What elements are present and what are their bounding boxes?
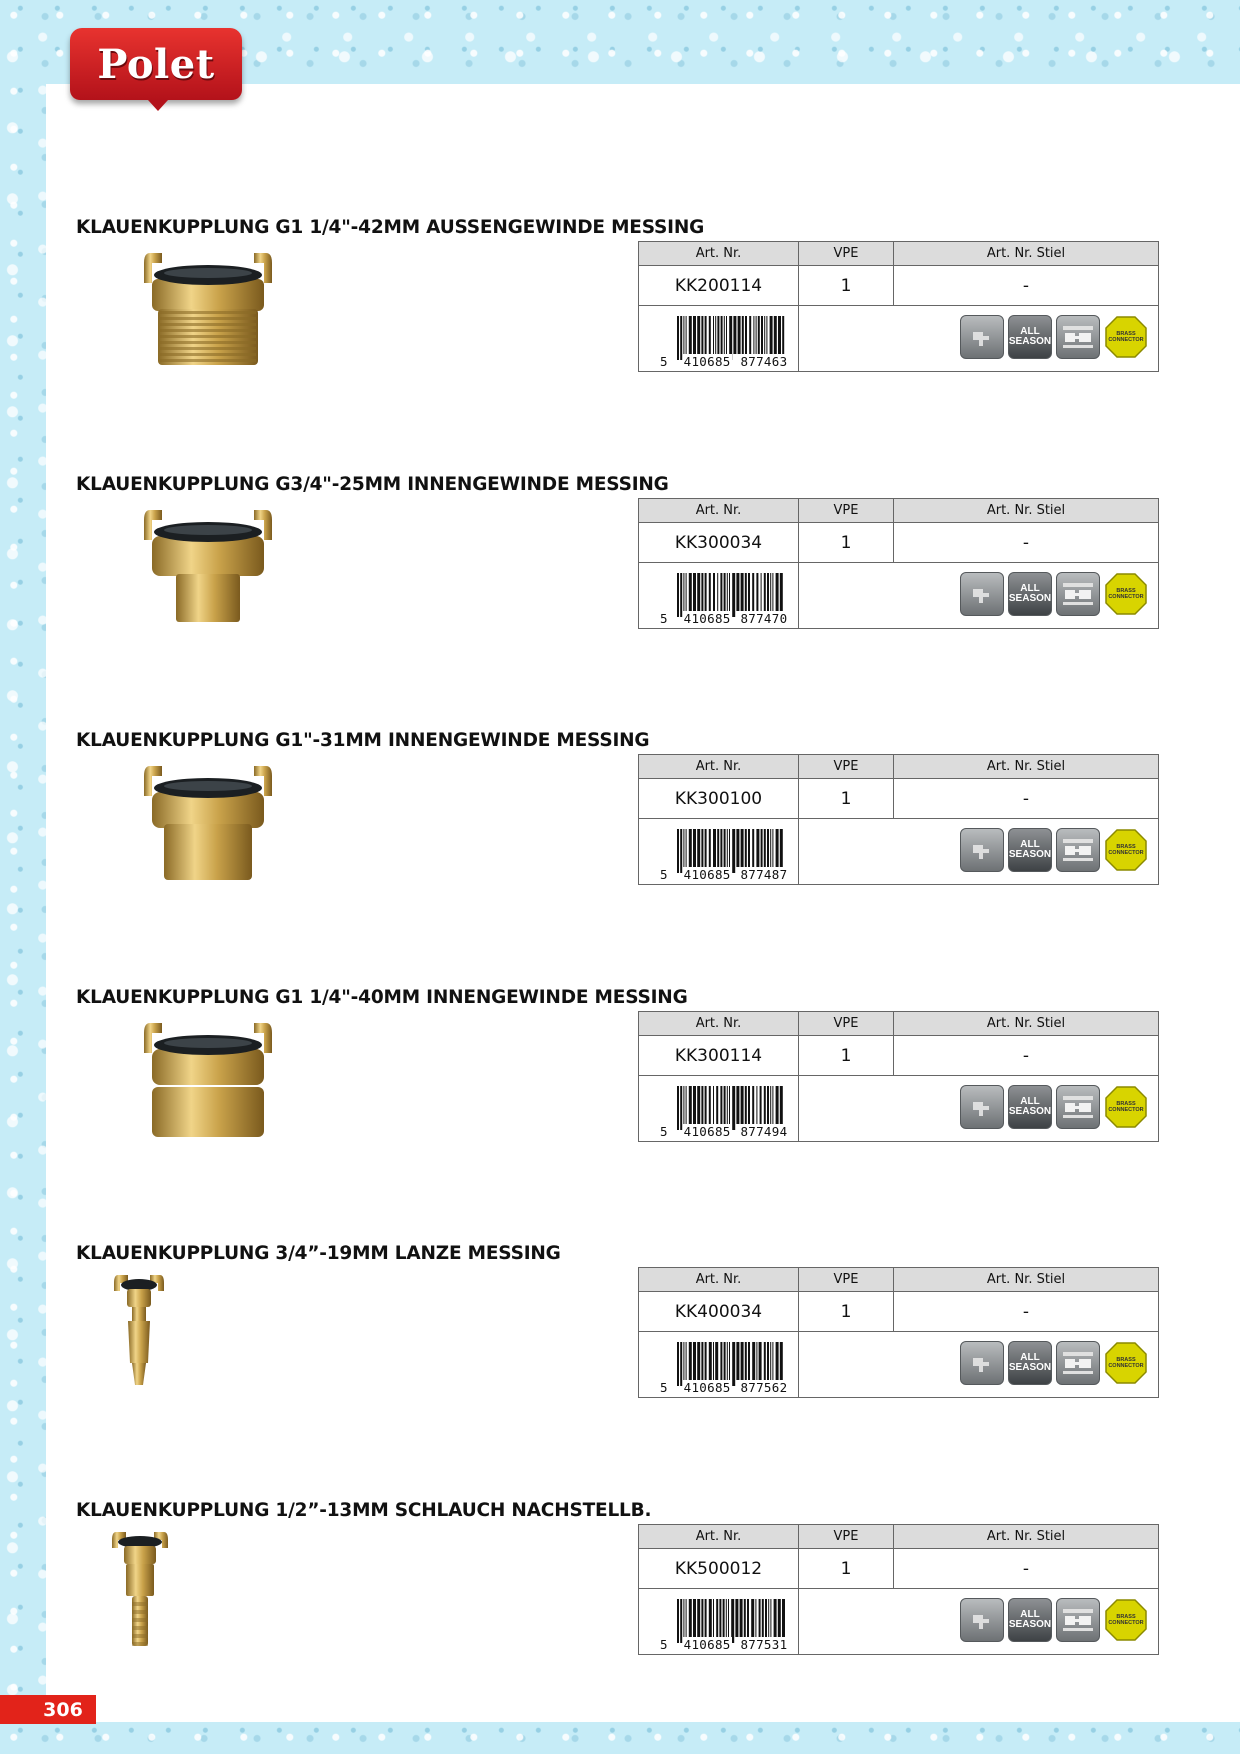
ean-right-group: 877463 (740, 354, 788, 370)
season-line2: SEASON (1008, 593, 1052, 605)
brass-connector-icon (1104, 1085, 1148, 1129)
product-image (108, 243, 308, 373)
art-nr-value: KK500012 (639, 1549, 799, 1589)
vpe-value: 1 (799, 1549, 894, 1589)
ean-right-group: 877531 (740, 1637, 788, 1653)
badge-cell (799, 1589, 1159, 1655)
header-stiel: Art. Nr. Stiel (894, 242, 1159, 266)
barcode-cell (639, 1076, 799, 1142)
season-line2: SEASON (1008, 849, 1052, 861)
ean-barcode (659, 1599, 789, 1651)
product-title: KLAUENKUPPLUNG 1/2”-13MM SCHLAUCH NACHSTELLB. (76, 1500, 652, 1521)
product-image (108, 1269, 308, 1399)
ean-left-group: 410685 (683, 1637, 731, 1653)
brand-logo-text: Polet (97, 40, 215, 88)
spec-table (638, 1524, 1159, 1655)
brass-line1: BRASS (1116, 588, 1136, 595)
art-nr-value: KK400034 (639, 1292, 799, 1332)
header-stiel: Art. Nr. Stiel (894, 499, 1159, 523)
barcode-cell (639, 306, 799, 372)
brass-line1: BRASS (1116, 1357, 1136, 1364)
spec-table-value-row (639, 523, 1159, 563)
product-title: KLAUENKUPPLUNG G1 1/4"-42MM AUSSENGEWINDE MESSING (76, 217, 705, 238)
header-art-nr: Art. Nr. (639, 1268, 799, 1292)
brass-line2: CONNECTOR (1108, 337, 1144, 344)
ean-left-group: 410685 (683, 354, 731, 370)
product-title: KLAUENKUPPLUNG G1 1/4"-40MM INNENGEWINDE MESSING (76, 987, 688, 1008)
feature-badges (960, 1598, 1148, 1644)
header-vpe: VPE (799, 242, 894, 266)
product-block (0, 987, 1240, 1227)
compatible-connector-icon (1056, 1085, 1100, 1129)
ean-first-digit: 5 (660, 867, 668, 883)
all-season-icon (1008, 572, 1052, 616)
season-line1: ALL (1020, 1609, 1040, 1621)
ean-left-group: 410685 (683, 1380, 731, 1396)
ean-first-digit: 5 (660, 611, 668, 627)
ean-first-digit: 5 (660, 1380, 668, 1396)
season-line2: SEASON (1008, 1619, 1052, 1631)
spec-table (638, 1267, 1159, 1398)
ean-right-group: 877562 (740, 1380, 788, 1396)
brass-line1: BRASS (1116, 1614, 1136, 1621)
spec-table-value-row (639, 1292, 1159, 1332)
brass-line2: CONNECTOR (1108, 594, 1144, 601)
spec-table-barcode-row (639, 1332, 1159, 1398)
all-season-icon (1008, 1085, 1052, 1129)
feature-badges (960, 1085, 1148, 1131)
spec-table-barcode-row (639, 563, 1159, 629)
spec-table-barcode-row (639, 1076, 1159, 1142)
spec-table-header-row (639, 755, 1159, 779)
compatible-connector-icon (1056, 1341, 1100, 1385)
header-stiel: Art. Nr. Stiel (894, 1012, 1159, 1036)
brass-connector-icon (1104, 1598, 1148, 1642)
barcode-cell (639, 1332, 799, 1398)
barcode-cell (639, 563, 799, 629)
product-block (0, 217, 1240, 457)
compatible-connector-icon (1056, 828, 1100, 872)
ean-left-group: 410685 (683, 1124, 731, 1140)
vpe-value: 1 (799, 1292, 894, 1332)
spec-table-header-row (639, 1268, 1159, 1292)
badge-cell (799, 563, 1159, 629)
product-image (108, 1013, 308, 1143)
all-season-icon (1008, 315, 1052, 359)
ean-right-group: 877470 (740, 611, 788, 627)
brass-line1: BRASS (1116, 1101, 1136, 1108)
header-art-nr: Art. Nr. (639, 1012, 799, 1036)
header-vpe: VPE (799, 1012, 894, 1036)
barcode-digits (659, 1637, 788, 1652)
brand-logo (70, 28, 242, 100)
barcode-digits (659, 354, 788, 369)
compatible-connector-icon (1056, 572, 1100, 616)
ean-first-digit: 5 (660, 1637, 668, 1653)
ean-barcode (659, 573, 789, 625)
stiel-value: - (894, 1036, 1159, 1076)
season-line1: ALL (1020, 1352, 1040, 1364)
season-line1: ALL (1020, 1096, 1040, 1108)
art-nr-value: KK200114 (639, 266, 799, 306)
barcode-cell (639, 1589, 799, 1655)
stiel-value: - (894, 266, 1159, 306)
brass-line2: CONNECTOR (1108, 1363, 1144, 1370)
header-vpe: VPE (799, 1525, 894, 1549)
ean-first-digit: 5 (660, 354, 668, 370)
spec-table-barcode-row (639, 819, 1159, 885)
brass-line2: CONNECTOR (1108, 1620, 1144, 1627)
ean-barcode (659, 316, 789, 368)
brass-line1: BRASS (1116, 844, 1136, 851)
spec-table-header-row (639, 242, 1159, 266)
brass-line1: BRASS (1116, 331, 1136, 338)
all-season-icon (1008, 1341, 1052, 1385)
all-season-icon (1008, 828, 1052, 872)
feature-badges (960, 315, 1148, 361)
season-line1: ALL (1020, 839, 1040, 851)
season-line1: ALL (1020, 326, 1040, 338)
ean-left-group: 410685 (683, 867, 731, 883)
product-title: KLAUENKUPPLUNG G1"-31MM INNENGEWINDE MESSING (76, 730, 650, 751)
header-stiel: Art. Nr. Stiel (894, 1268, 1159, 1292)
product-block (0, 730, 1240, 970)
stiel-value: - (894, 523, 1159, 563)
product-image (108, 1526, 308, 1656)
product-block (0, 474, 1240, 714)
header-art-nr: Art. Nr. (639, 755, 799, 779)
header-art-nr: Art. Nr. (639, 1525, 799, 1549)
spec-table (638, 498, 1159, 629)
faucet-icon (960, 828, 1004, 872)
compatible-connector-icon (1056, 1598, 1100, 1642)
art-nr-value: KK300114 (639, 1036, 799, 1076)
vpe-value: 1 (799, 266, 894, 306)
spec-table-value-row (639, 1549, 1159, 1589)
ean-first-digit: 5 (660, 1124, 668, 1140)
season-line2: SEASON (1008, 1362, 1052, 1374)
barcode-cell (639, 819, 799, 885)
product-block (0, 1500, 1240, 1740)
spec-table-header-row (639, 499, 1159, 523)
season-line1: ALL (1020, 583, 1040, 595)
feature-badges (960, 828, 1148, 874)
badge-cell (799, 819, 1159, 885)
ean-barcode (659, 1086, 789, 1138)
spec-table-value-row (639, 1036, 1159, 1076)
all-season-icon (1008, 1598, 1052, 1642)
brass-connector-icon (1104, 1341, 1148, 1385)
vpe-value: 1 (799, 1036, 894, 1076)
art-nr-value: KK300100 (639, 779, 799, 819)
brass-connector-icon (1104, 828, 1148, 872)
ean-right-group: 877494 (740, 1124, 788, 1140)
header-stiel: Art. Nr. Stiel (894, 1525, 1159, 1549)
faucet-icon (960, 1085, 1004, 1129)
feature-badges (960, 572, 1148, 618)
spec-table-value-row (639, 779, 1159, 819)
ean-barcode (659, 829, 789, 881)
brass-line2: CONNECTOR (1108, 850, 1144, 857)
barcode-digits (659, 611, 788, 626)
header-vpe: VPE (799, 499, 894, 523)
spec-table (638, 241, 1159, 372)
season-line2: SEASON (1008, 1106, 1052, 1118)
badge-cell (799, 306, 1159, 372)
ean-left-group: 410685 (683, 611, 731, 627)
spec-table-barcode-row (639, 306, 1159, 372)
spec-table-header-row (639, 1525, 1159, 1549)
stiel-value: - (894, 1549, 1159, 1589)
brass-connector-icon (1104, 572, 1148, 616)
spec-table (638, 754, 1159, 885)
ean-right-group: 877487 (740, 867, 788, 883)
faucet-icon (960, 315, 1004, 359)
badge-cell (799, 1076, 1159, 1142)
stiel-value: - (894, 779, 1159, 819)
feature-badges (960, 1341, 1148, 1387)
barcode-digits (659, 1380, 788, 1395)
spec-table-value-row (639, 266, 1159, 306)
product-title: KLAUENKUPPLUNG G3/4"-25MM INNENGEWINDE MESSING (76, 474, 669, 495)
compatible-connector-icon (1056, 315, 1100, 359)
header-art-nr: Art. Nr. (639, 242, 799, 266)
product-title: KLAUENKUPPLUNG 3/4”-19MM LANZE MESSING (76, 1243, 561, 1264)
product-block (0, 1243, 1240, 1483)
ean-barcode (659, 1342, 789, 1394)
brass-connector-icon (1104, 315, 1148, 359)
stiel-value: - (894, 1292, 1159, 1332)
spec-table-barcode-row (639, 1589, 1159, 1655)
product-image (108, 756, 308, 886)
barcode-digits (659, 1124, 788, 1139)
badge-cell (799, 1332, 1159, 1398)
header-art-nr: Art. Nr. (639, 499, 799, 523)
spec-table (638, 1011, 1159, 1142)
brass-line2: CONNECTOR (1108, 1107, 1144, 1114)
page-number: 306 (0, 1695, 96, 1724)
spec-table-header-row (639, 1012, 1159, 1036)
header-stiel: Art. Nr. Stiel (894, 755, 1159, 779)
barcode-digits (659, 867, 788, 882)
vpe-value: 1 (799, 523, 894, 563)
art-nr-value: KK300034 (639, 523, 799, 563)
faucet-icon (960, 1598, 1004, 1642)
season-line2: SEASON (1008, 336, 1052, 348)
product-image (108, 500, 308, 630)
vpe-value: 1 (799, 779, 894, 819)
header-vpe: VPE (799, 755, 894, 779)
faucet-icon (960, 1341, 1004, 1385)
header-vpe: VPE (799, 1268, 894, 1292)
faucet-icon (960, 572, 1004, 616)
